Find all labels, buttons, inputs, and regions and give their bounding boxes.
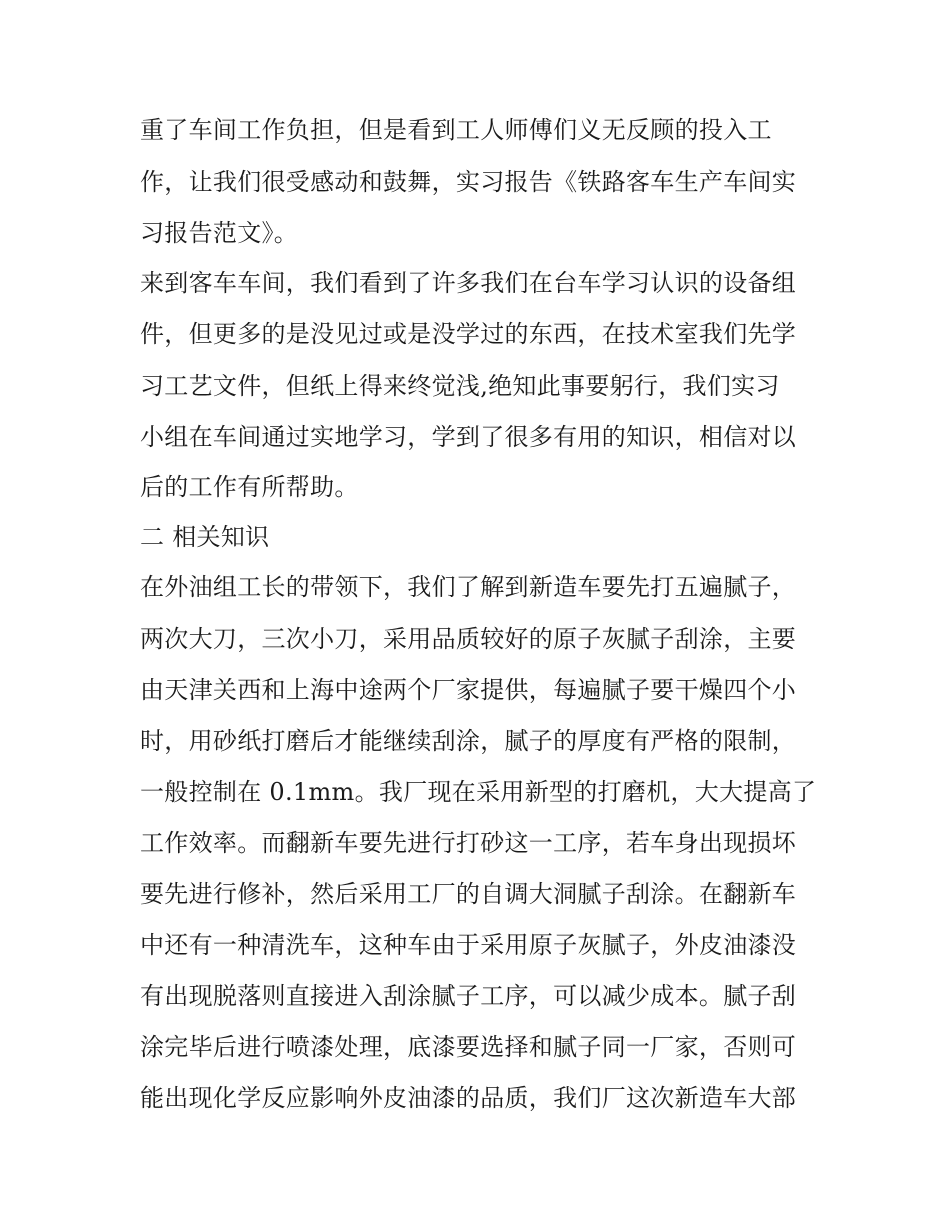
paragraph-line: 一般控制在 0.1mm。我厂现在采用新型的打磨机，大大提高了 — [140, 778, 817, 806]
paragraph-line: 由天津关西和上海中途两个厂家提供，每遍腻子要干燥四个小 — [140, 676, 797, 704]
paragraph-line: 有出现脱落则直接进入刮涂腻子工序，可以减少成本。腻子刮 — [140, 982, 797, 1010]
paragraph-line: 件，但更多的是没见过或是没学过的东西，在技术室我们先学 — [140, 320, 797, 348]
paragraph-line: 能出现化学反应影响外皮油漆的品质，我们厂这次新造车大部 — [140, 1084, 797, 1112]
paragraph-line: 重了车间工作负担，但是看到工人师傅们义无反顾的投入工 — [140, 116, 772, 144]
paragraph-line: 作，让我们很受感动和鼓舞，实习报告《铁路客车生产车间实 — [140, 168, 797, 196]
paragraph-line: 要先进行修补，然后采用工厂的自调大洞腻子刮涂。在翻新车 — [140, 880, 797, 908]
paragraph-line: 中还有一种清洗车，这种车由于采用原子灰腻子，外皮油漆没 — [140, 931, 797, 959]
section-heading: 二 相关知识 — [140, 523, 270, 551]
paragraph-line: 涂完毕后进行喷漆处理，底漆要选择和腻子同一厂家，否则可 — [140, 1033, 797, 1061]
paragraph-line: 来到客车车间，我们看到了许多我们在台车学习认识的设备组 — [140, 269, 797, 297]
paragraph-line: 在外油组工长的带领下，我们了解到新造车要先打五遍腻子， — [140, 573, 797, 601]
paragraph-line: 习报告范文》。 — [140, 219, 299, 247]
paragraph-line: 习工艺文件，但纸上得来终觉浅,绝知此事要躬行，我们实习 — [140, 372, 780, 400]
paragraph-line: 两次大刀，三次小刀，采用品质较好的原子灰腻子刮涂，主要 — [140, 625, 797, 653]
paragraph-line: 时，用砂纸打磨后才能继续刮涂，腻子的厚度有严格的限制， — [140, 727, 797, 755]
paragraph-line: 小组在车间通过实地学习，学到了很多有用的知识，相信对以 — [140, 423, 797, 451]
paragraph-line: 工作效率。而翻新车要先进行打砂这一工序，若车身出现损坏 — [140, 829, 797, 857]
paragraph-line: 后的工作有所帮助。 — [140, 473, 359, 501]
